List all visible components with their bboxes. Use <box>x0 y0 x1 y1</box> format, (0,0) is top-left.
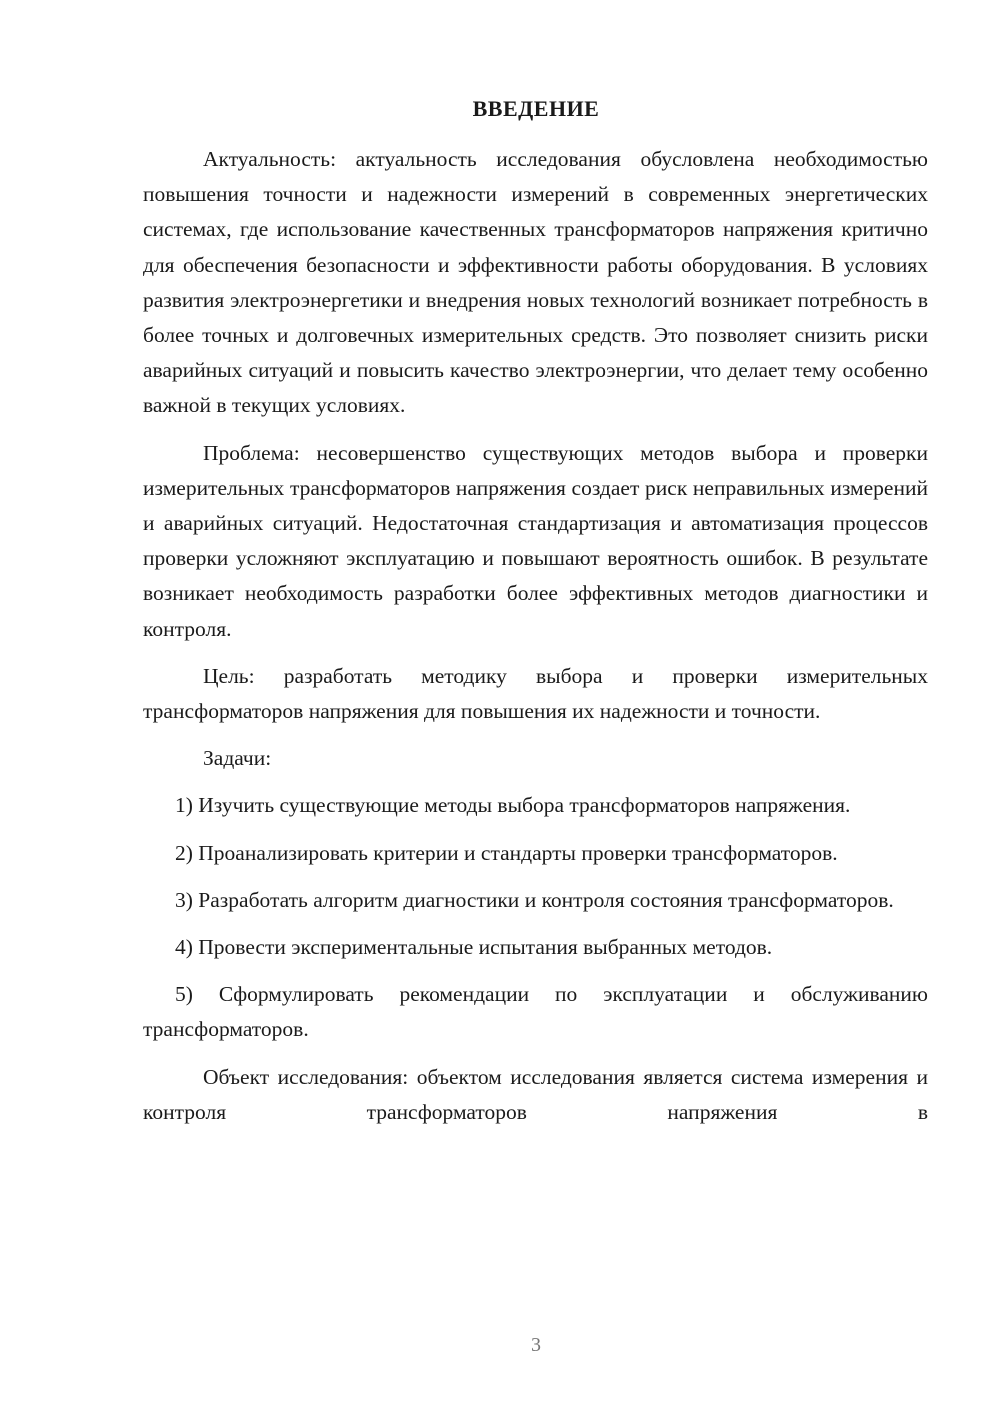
paragraph-problem: Проблема: несовершенство существующих методов выбора и проверки измерительных трансформаторов напряжения создает риск неправильных измерений и аварийных ситуаций. Недостаточная стандартизация и автоматизация процессов проверки усложняют эксплуатацию и повышают вероятность ошибок. В результате возникает необходимость разработки более эффективных методов диагностики и контроля. <box>143 440 928 641</box>
paragraph-goal: Цель: разработать методику выбора и проверки измерительных трансформаторов напряжения для повышения их надежности и точности. <box>143 663 928 724</box>
page-title: ВВЕДЕНИЕ <box>472 96 600 121</box>
paragraph-object: Объект исследования: объектом исследования является система измерения и контроля трансформаторов напряжения в <box>143 1064 928 1124</box>
task-item-5: 5) Сформулировать рекомендации по эксплуатации и обслуживанию трансформаторов. <box>143 982 928 1042</box>
task-item-4: 4) Провести экспериментальные испытания выбранных методов. <box>175 935 773 960</box>
task-item-3: 3) Разработать алгоритм диагностики и контроля состояния трансформаторов. <box>175 887 894 912</box>
page-number: 3 <box>531 1334 541 1356</box>
task-item-1: 1) Изучить существующие методы выбора трансформаторов напряжения. <box>175 793 851 818</box>
paragraph-relevance: Актуальность: актуальность исследования обусловлена необходимостью повышения точности и надежности измерений в современных энергетических системах, где использование качественных трансформаторов напряжения критично для обеспечения безопасности и эффективности работы оборудования. В условиях развития электроэнергетики и внедрения новых технологий возникает потребность в более точных и долговечных измерительных средств. Это позволяет снизить риски аварийных ситуаций и повысить качество электроэнергии, что делает тему особенно важной в текущих условиях. <box>143 147 928 418</box>
body-text <box>143 142 928 1142</box>
task-item-2: 2) Проанализировать критерии и стандарты проверки трансформаторов. <box>175 840 838 865</box>
paragraph-tasks-heading: Задачи: <box>203 746 272 771</box>
